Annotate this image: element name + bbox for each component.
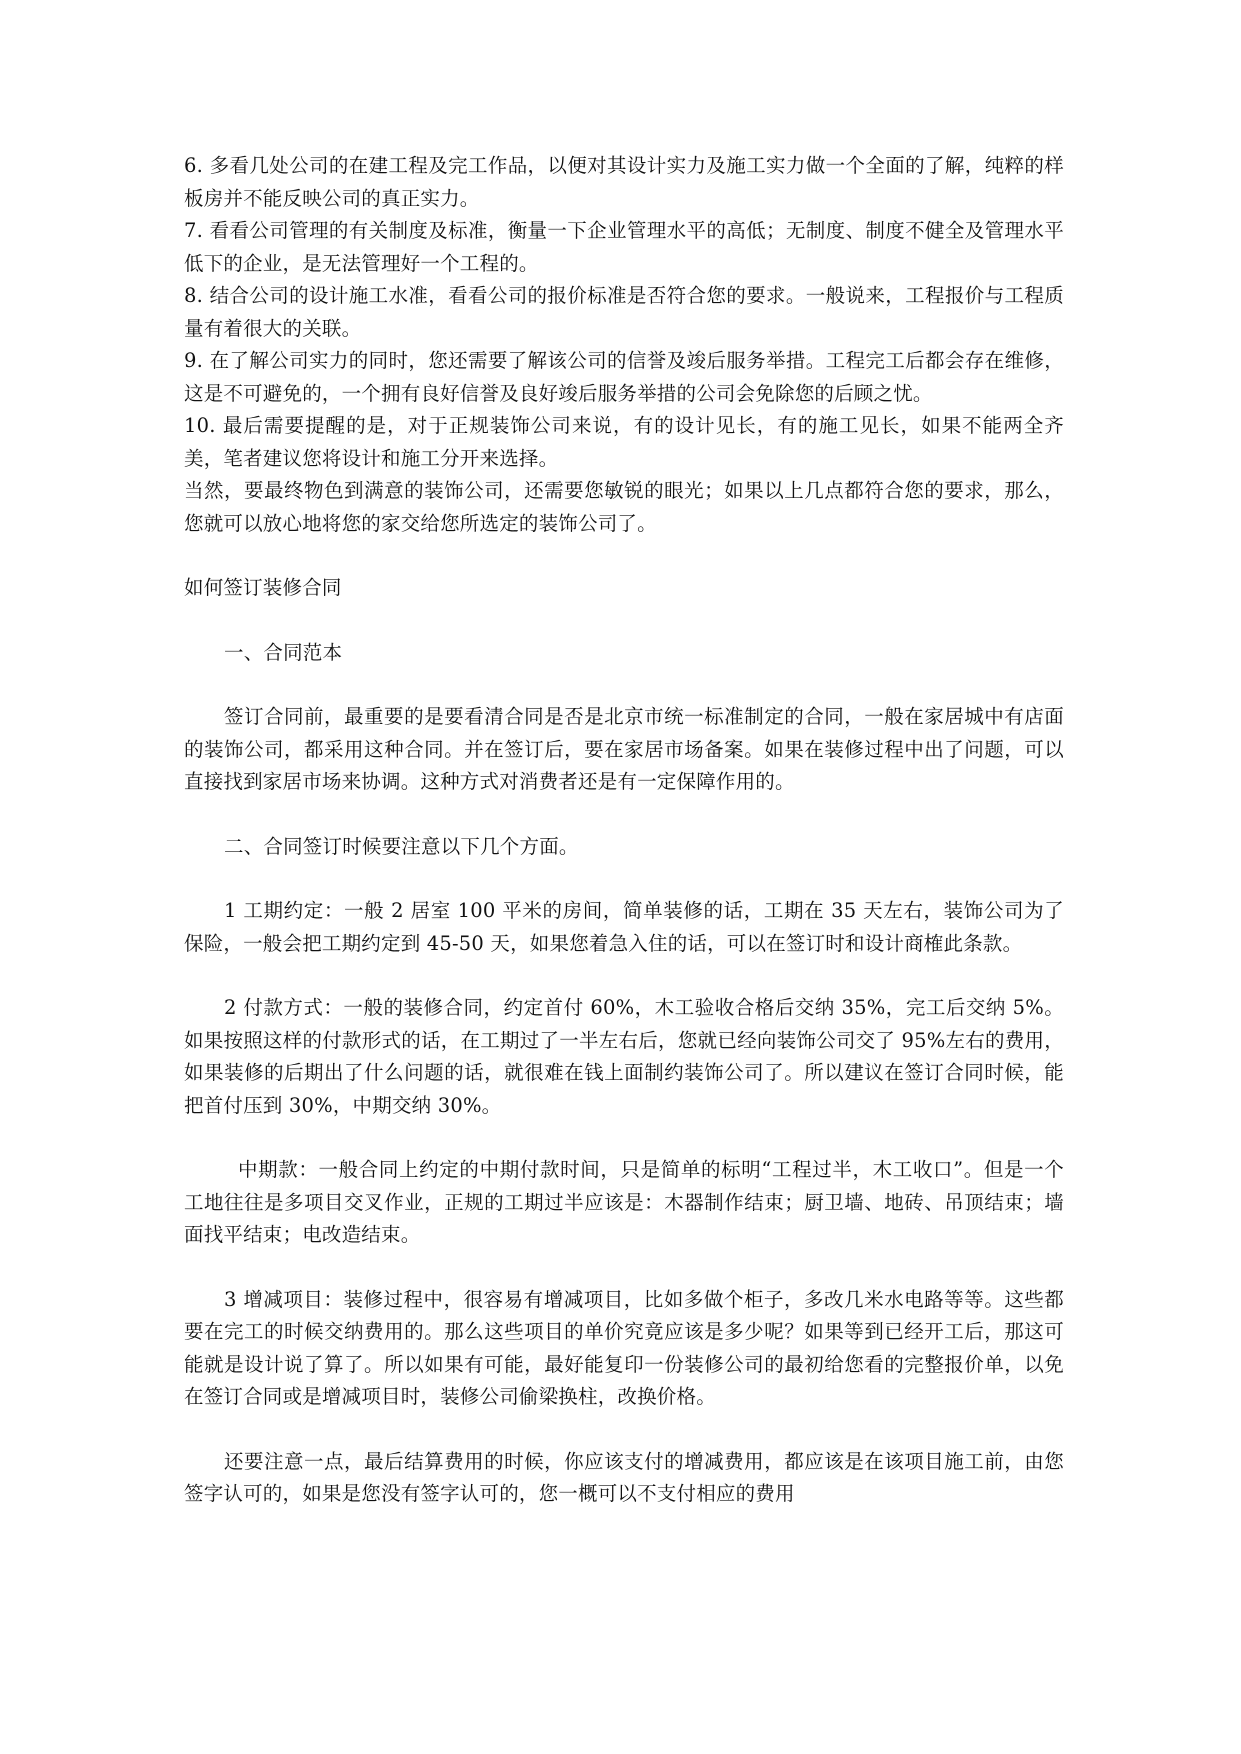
- spacer: [184, 669, 1064, 701]
- spacer: [184, 960, 1064, 992]
- spacer: [184, 863, 1064, 895]
- list-item-8: 8. 结合公司的设计施工水准，看看公司的报价标准是否符合您的要求。一般说来，工程报价与工程质量有着很大的关联。: [184, 284, 1064, 340]
- paragraph-schedule: 1 工期约定：一般 2 居室 100 平米的房间，简单装修的话，工期在 35 天左右，装饰公司为了保险，一般会把工期约定到 45-50 天，如果您着急入住的话，可以在签订时和设计商榷此条款。: [184, 899, 1064, 955]
- paragraph-payment: 2 付款方式：一般的装修合同，约定首付 60%，木工验收合格后交纳 35%，完工后交纳 5%。如果按照这样的付款形式的话，在工期过了一半左右后，您就已经向装饰公司交了 95%左右的费用，如果装修的后期出了什么问题的话，就很难在钱上面制约装饰公司了。所以建议在签订合同时候，能把首付压到 30%，中期交纳 30%。: [184, 996, 1064, 1117]
- conclusion-paragraph: 当然，要最终物色到满意的装饰公司，还需要您敏锐的眼光；如果以上几点都符合您的要求，那么，您就可以放心地将您的家交给您所选定的装饰公司了。: [184, 479, 1064, 535]
- list-item-9: 9. 在了解公司实力的同时，您还需要了解该公司的信誉及竣后服务举措。工程完工后都会存在维修，这是不可避免的，一个拥有良好信誉及良好竣后服务举措的公司会免除您的后顾之忧。: [184, 349, 1064, 405]
- heading-contract-template: 一、合同范本: [224, 640, 343, 664]
- spacer: [184, 799, 1064, 831]
- list-item-7: 7. 看看公司管理的有关制度及标准，衡量一下企业管理水平的高低；无制度、制度不健全及管理水平低下的企业，是无法管理好一个工程的。: [184, 219, 1064, 275]
- paragraph-final-note: 还要注意一点，最后结算费用的时候，你应该支付的增减费用，都应该是在该项目施工前，由您签字认可的，如果是您没有签字认可的，您一概可以不支付相应的费用: [184, 1449, 1064, 1505]
- paragraph-add-remove-items: 3 增减项目：装修过程中，很容易有增减项目，比如多做个柜子，多改几米水电路等等。这些都要在完工的时候交纳费用的。那么这些项目的单价究竟应该是多少呢？如果等到已经开工后，那这可能就是设计说了算了。所以如果有可能，最好能复印一份装修公司的最初给您看的完整报价单，以免在签订合同或是增减项目时，装修公司偷梁换柱，改换价格。: [184, 1287, 1064, 1408]
- heading-signing-notes: 二、合同签订时候要注意以下几个方面。: [224, 834, 579, 858]
- spacer: [184, 1414, 1064, 1446]
- spacer: [184, 540, 1064, 572]
- paragraph-mid-payment: 中期款：一般合同上约定的中期付款时间，只是简单的标明“工程过半，木工收口”。但是一个工地往往是多项目交叉作业，正规的工期过半应该是：木器制作结束；厨卫墙、地砖、吊顶结束；墙面找平结束；电改造结束。: [184, 1158, 1064, 1246]
- list-item-10: 10. 最后需要提醒的是，对于正规装饰公司来说，有的设计见长，有的施工见长，如果不能两全齐美，笔者建议您将设计和施工分开来选择。: [184, 414, 1064, 470]
- list-item-6: 6. 多看几处公司的在建工程及完工作品，以便对其设计实力及施工实力做一个全面的了解，纯粹的样板房并不能反映公司的真正实力。: [184, 154, 1064, 210]
- document-page: [184, 150, 1064, 1511]
- section-title: 如何签订装修合同: [184, 576, 342, 599]
- spacer: [184, 1122, 1064, 1154]
- spacer: [184, 605, 1064, 637]
- paragraph-contract-template: 签订合同前，最重要的是要看清合同是否是北京市统一标准制定的合同，一般在家居城中有店面的装饰公司，都采用这种合同。并在签订后，要在家居市场备案。如果在装修过程中出了问题，可以直接找到家居市场来协调。这种方式对消费者还是有一定保障作用的。: [184, 705, 1064, 793]
- spacer: [184, 1252, 1064, 1284]
